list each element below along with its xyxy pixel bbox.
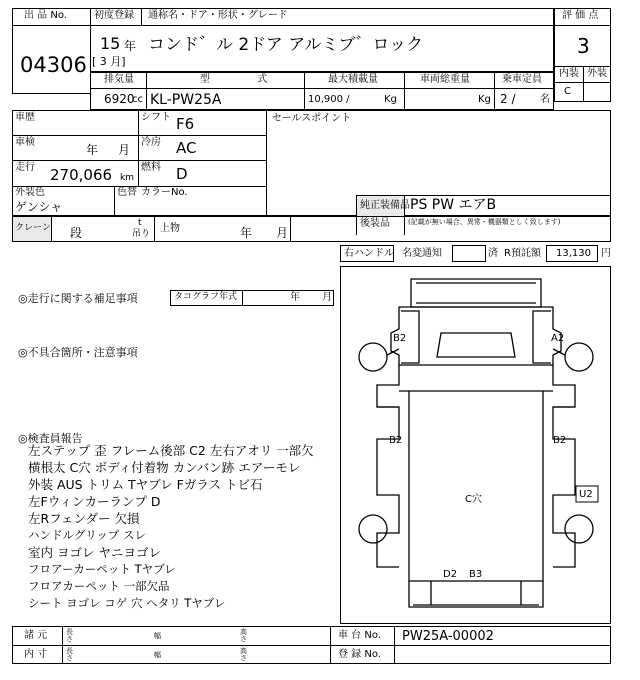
- inspector-line: ハンドルグリップ スレ: [28, 528, 146, 542]
- equipment-value: PS PW エアB: [410, 197, 497, 213]
- rhd-label: 右ハンドル: [344, 248, 394, 259]
- fuel-label: 燃料: [141, 162, 161, 173]
- mark-a2-cab-right: A2: [551, 333, 565, 344]
- car-name: コンド゛ル 2ドア アルミブ゛ロック: [148, 35, 424, 55]
- max-load-label: 最大積載量: [328, 74, 378, 85]
- tachograph-year: 年: [290, 292, 300, 303]
- mark-b2-cab-left: B2: [393, 333, 407, 344]
- score-value: 3: [577, 34, 590, 58]
- aftermarket-note: (記載が無い場合、異常・機器類としく致します): [408, 218, 561, 226]
- displacement-value: 6920: [104, 92, 135, 106]
- year-number: 15: [100, 34, 121, 53]
- equipment-label: 純正装備品: [360, 200, 410, 211]
- month-value: [ 3 月]: [92, 55, 126, 68]
- ac-label: 冷房: [141, 137, 161, 148]
- crane-dan: 段: [70, 226, 83, 240]
- uwamono-label: 上物: [160, 223, 180, 234]
- inspector-line: 室内 ヨゴレ ヤニヨゴレ: [28, 545, 161, 560]
- recycle-value: 13,130: [556, 248, 591, 259]
- dims-height: 高さ: [240, 628, 247, 644]
- mileage-value: 270,066: [50, 166, 113, 184]
- chassis-value: PW25A-00002: [402, 629, 494, 644]
- driving-notes-label: ◎走行に関する補足事項: [18, 292, 138, 305]
- crane-tsuri: 吊り: [132, 229, 151, 239]
- color-label: 外装色: [15, 187, 45, 198]
- inspector-lines: [28, 445, 340, 615]
- lot-label: 出 品 No.: [24, 10, 67, 21]
- inspector-label: ◎検査員報告: [18, 432, 83, 445]
- interior-height: 高さ: [240, 647, 247, 663]
- rusted-label: 済: [488, 248, 498, 259]
- inspection-month: 月: [118, 143, 131, 157]
- capacity-value: 2 /: [500, 92, 516, 106]
- inspector-line: 横根太 C穴 ボディ付着物 カンバン跡 エアーモレ: [28, 460, 301, 475]
- inspector-line: 左ステップ 歪 フレーム後部 C2 左右アオリ 一部欠: [28, 443, 314, 458]
- interior-score-label: 内装: [559, 68, 579, 79]
- gross-weight-unit: Kg: [478, 94, 491, 105]
- max-load-value: 10,900 /: [308, 94, 350, 105]
- dims-label: 諸 元: [24, 630, 48, 641]
- inspector-line: フロアカーペット 一部欠品: [28, 579, 170, 593]
- mileage-unit: km: [120, 173, 134, 183]
- inspector-line: 左Fウィンカーランプ D: [28, 494, 161, 509]
- capacity-unit: 名: [540, 94, 550, 105]
- displacement-unit: cc: [132, 94, 143, 105]
- crane-label: クレーン: [15, 223, 51, 233]
- name-label: 通称名・ドア・形状・グレード: [148, 10, 288, 21]
- capacity-label: 乗車定員: [502, 74, 542, 85]
- inspector-line: 左Rフェンダー 欠損: [28, 511, 140, 526]
- mark-b2-left-gate: B2: [389, 435, 403, 446]
- interior-width: 幅: [154, 651, 161, 659]
- details-box: [12, 110, 611, 216]
- inspector-line: 外装 AUS トリム Tヤブレ Fガラス トビ石: [28, 477, 263, 492]
- mark-b3-rear: B3: [469, 569, 483, 580]
- inspection-label: 車検: [15, 137, 35, 148]
- defects-label: ◎不具合箇所・注意事項: [18, 346, 138, 359]
- recycle-label: R預託額: [504, 248, 541, 259]
- chassis-label: 車 台 No.: [338, 630, 381, 641]
- displacement-label: 排気量: [104, 74, 134, 85]
- tachograph-month: 月: [322, 292, 332, 303]
- history-label: 車歴: [15, 112, 35, 123]
- model-value: KL-PW25A: [150, 92, 222, 108]
- mark-d2-rear: D2: [443, 569, 458, 580]
- max-load-unit: Kg: [384, 94, 397, 105]
- registration-label: 登 録 No.: [338, 649, 381, 660]
- crane-t: t: [138, 218, 142, 228]
- tachograph-label: タコグラフ年式: [174, 292, 238, 302]
- vehicle-diagram: [340, 266, 611, 624]
- year-suffix: 年: [124, 39, 137, 53]
- mileage-label: 走行: [15, 162, 35, 173]
- color-change-label: 色替: [117, 187, 137, 198]
- shift-value: F6: [176, 115, 195, 133]
- lot-number: 04306: [20, 53, 87, 77]
- uwamono-year: 年: [240, 226, 253, 240]
- sales-point-label: セールスポイント: [272, 113, 352, 124]
- interior-dims-label: 内 寸: [24, 649, 48, 660]
- uwamono-month: 月: [276, 226, 289, 240]
- mark-c-hole-floor: C穴: [465, 494, 482, 505]
- fuel-value: D: [176, 165, 188, 183]
- exterior-score-label: 外装: [587, 68, 607, 79]
- inspector-line: フロアーカーペット Tヤブレ: [28, 562, 176, 576]
- model-label: 型 式: [200, 74, 290, 85]
- name-change-label: 名変通知: [402, 248, 442, 259]
- inspection-year: 年: [86, 143, 99, 157]
- color-no-label: カラーNo.: [141, 187, 188, 198]
- name-change-box: [452, 245, 486, 262]
- color-value: ゲンシャ: [15, 200, 63, 214]
- aftermarket-label: 後装品: [360, 218, 390, 229]
- gross-weight-label: 車両総重量: [420, 74, 470, 85]
- reg-label: 初度登録: [94, 10, 134, 21]
- recycle-unit: 円: [601, 248, 611, 259]
- dims-length: 長さ: [66, 628, 73, 644]
- ac-value: AC: [176, 139, 197, 157]
- mark-b2-right-gate: B2: [553, 435, 567, 446]
- interior-score-value: C: [564, 86, 571, 97]
- interior-length: 長さ: [66, 647, 73, 663]
- shift-label: シフト: [141, 112, 171, 123]
- score-label: 評 価 点: [562, 10, 599, 21]
- dims-width: 幅: [154, 632, 161, 640]
- inspector-line: シート ヨゴレ コゲ 穴 ヘタリ Tヤブレ: [28, 596, 226, 610]
- mark-u2-right: U2: [579, 489, 593, 500]
